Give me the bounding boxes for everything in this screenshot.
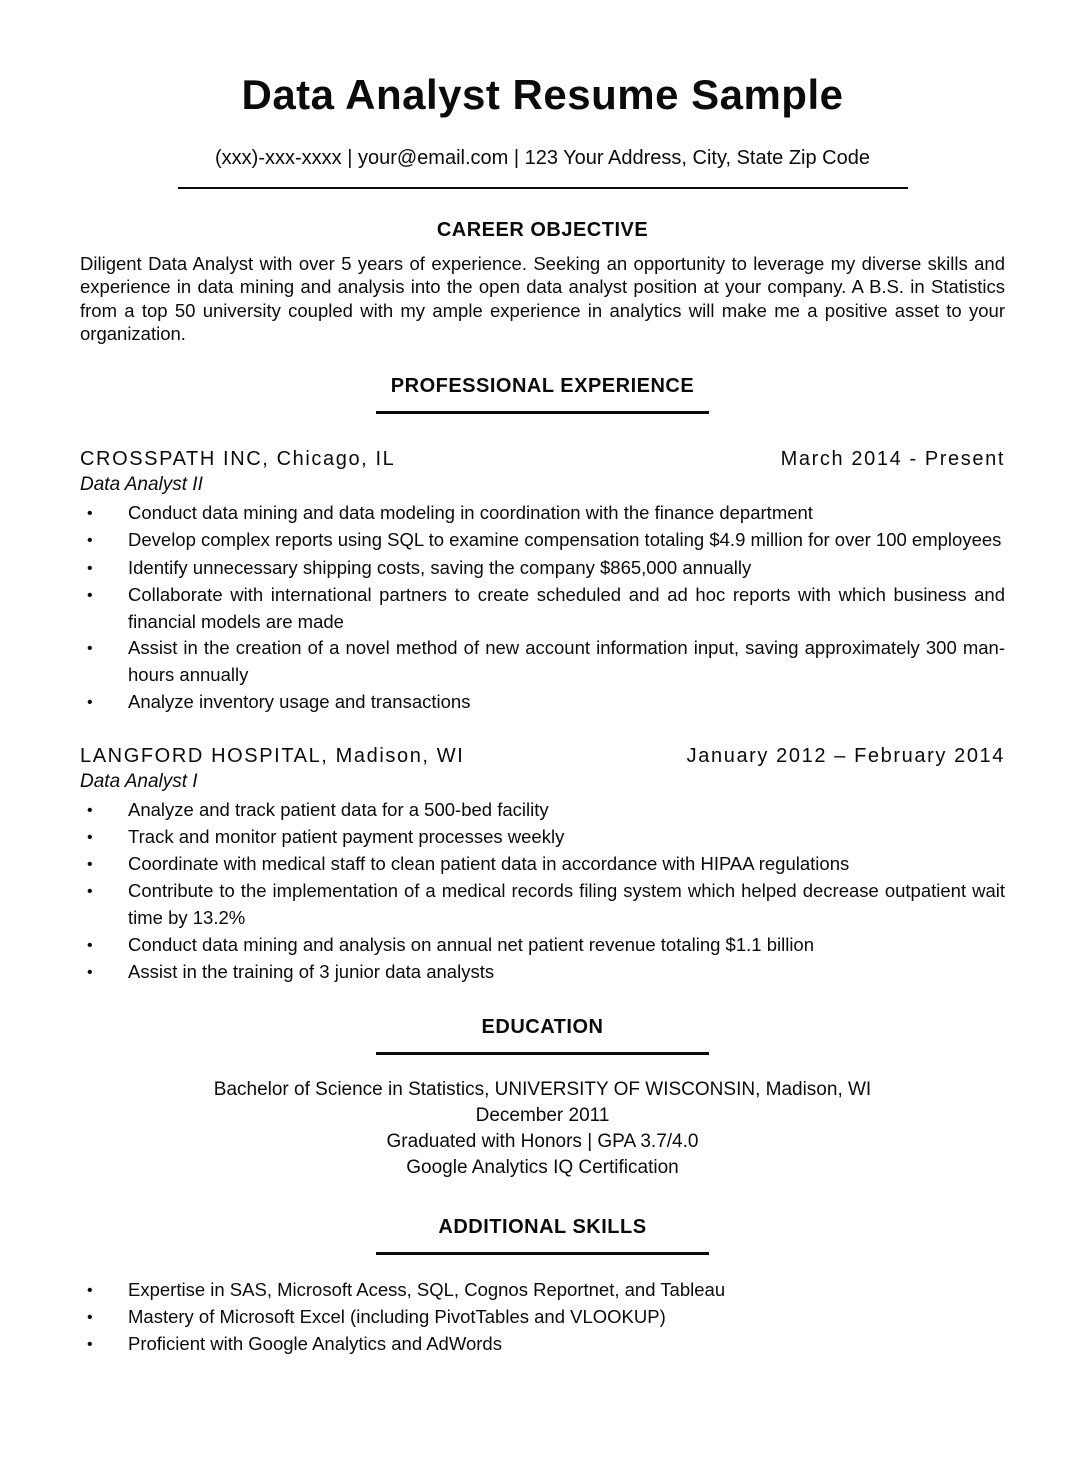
bullet-text: Collaborate with international partners to create scheduled and ad hoc reports with which business and financial models are made — [128, 583, 1005, 632]
section-additional-skills — [0, 1216, 1085, 1359]
education-heading: EDUCATION — [481, 1016, 604, 1039]
section-education — [0, 1016, 1085, 1181]
list-item — [80, 959, 1005, 986]
bullet-text: Conduct data mining and analysis on annual net patient revenue totaling $1.1 billion — [128, 934, 815, 956]
list-item — [80, 851, 1005, 878]
career-objective-text: Diligent Data Analyst with over 5 years of experience. Seeking an opportunity to leverage my diverse skills and experience in data mining and analysis into the open data analyst position at your company. A B.S. in Statistics from a top 50 university coupled with my ample experience in analytics will make me a positive asset to your organization. — [80, 253, 1005, 345]
job-dates: January 2012 – February 2014 — [686, 745, 1005, 768]
job-header — [80, 744, 1005, 768]
job-entry — [0, 447, 1085, 716]
bullet-text: Analyze and track patient data for a 500-bed facility — [128, 798, 549, 820]
bullet-icon: • — [87, 505, 93, 523]
list-item — [80, 582, 1005, 636]
bullet-icon: • — [87, 883, 93, 901]
bullet-icon: • — [87, 856, 93, 874]
list-item — [80, 878, 1005, 932]
bullet-icon: • — [87, 559, 93, 577]
company-name: LANGFORD HOSPITAL, Madison, WI — [80, 745, 465, 768]
job-title: Data Analyst II — [80, 474, 203, 496]
additional-skills-heading: ADDITIONAL SKILLS — [438, 1215, 647, 1238]
job-header — [80, 447, 1005, 471]
list-item — [80, 932, 1005, 959]
education-degree-line: Bachelor of Science in Statistics, UNIVERSITY OF WISCONSIN, Madison, WI — [213, 1079, 872, 1101]
job-dates: March 2014 - Present — [780, 448, 1005, 471]
bullet-text: Proficient with Google Analytics and AdWords — [128, 1332, 502, 1354]
bullet-text: Identify unnecessary shipping costs, saving the company $865,000 annually — [128, 556, 752, 578]
list-item — [80, 824, 1005, 851]
list-item — [80, 555, 1005, 582]
section-career-objective — [0, 219, 1085, 345]
list-item — [80, 500, 1005, 527]
bullet-icon: • — [87, 801, 93, 819]
education-details — [0, 1077, 1085, 1181]
list-item — [80, 689, 1005, 716]
bullet-icon: • — [87, 1335, 93, 1353]
job-title: Data Analyst I — [80, 771, 198, 793]
section-professional-experience — [0, 375, 1085, 986]
bullet-icon: • — [87, 640, 93, 658]
company-name: CROSSPATH INC, Chicago, IL — [80, 448, 396, 471]
bullet-text: Expertise in SAS, Microsoft Acess, SQL, Cognos Reportnet, and Tableau — [128, 1278, 726, 1300]
bullet-text: Coordinate with medical staff to clean patient data in accordance with HIPAA regulations — [128, 853, 850, 875]
career-objective-heading: CAREER OBJECTIVE — [436, 219, 649, 242]
bullet-icon: • — [87, 532, 93, 550]
list-item — [80, 1277, 1005, 1304]
skills-bullet-list — [80, 1277, 1005, 1359]
education-certification-line: Google Analytics IQ Certification — [406, 1157, 679, 1179]
header-divider — [178, 187, 908, 189]
education-honors-line: Graduated with Honors | GPA 3.7/4.0 — [386, 1131, 699, 1153]
list-item — [80, 797, 1005, 824]
education-date-line: December 2011 — [475, 1105, 610, 1127]
job-bullet-list — [80, 500, 1005, 716]
bullet-text: Assist in the training of 3 junior data analysts — [128, 961, 495, 983]
bullet-icon: • — [87, 829, 93, 847]
job-entry — [0, 744, 1085, 986]
bullet-icon: • — [87, 1281, 93, 1299]
list-item — [80, 527, 1005, 554]
additional-skills-divider — [376, 1252, 709, 1255]
professional-experience-heading: PROFESSIONAL EXPERIENCE — [390, 375, 695, 398]
list-item — [80, 1304, 1005, 1331]
bullet-text: Track and monitor patient payment processes weekly — [128, 826, 565, 848]
bullet-text: Assist in the creation of a novel method of new account information input, saving approximately 300 man-hours annually — [128, 637, 1005, 686]
bullet-icon: • — [87, 937, 93, 955]
page-title: Data Analyst Resume Sample — [241, 71, 844, 118]
bullet-text: Analyze inventory usage and transactions — [128, 690, 471, 712]
bullet-text: Conduct data mining and data modeling in coordination with the finance department — [128, 502, 813, 524]
bullet-icon: • — [87, 1308, 93, 1326]
bullet-text: Develop complex reports using SQL to examine compensation totaling $4.9 million for over 100 employees — [128, 529, 1002, 551]
professional-experience-divider — [376, 411, 709, 414]
contact-info: (xxx)-xxx-xxxx | your@email.com | 123 Your Address, City, State Zip Code — [215, 147, 870, 170]
education-divider — [376, 1052, 709, 1055]
list-item — [80, 635, 1005, 689]
bullet-text: Contribute to the implementation of a medical records filing system which helped decrease outpatient wait time by 13.2% — [128, 880, 1005, 929]
bullet-text: Mastery of Microsoft Excel (including PivotTables and VLOOKUP) — [128, 1305, 666, 1327]
resume-page — [0, 72, 1085, 1476]
bullet-icon: • — [87, 586, 93, 604]
bullet-icon: • — [87, 964, 93, 982]
list-item — [80, 1331, 1005, 1358]
bullet-icon: • — [87, 693, 93, 711]
job-bullet-list — [80, 797, 1005, 987]
